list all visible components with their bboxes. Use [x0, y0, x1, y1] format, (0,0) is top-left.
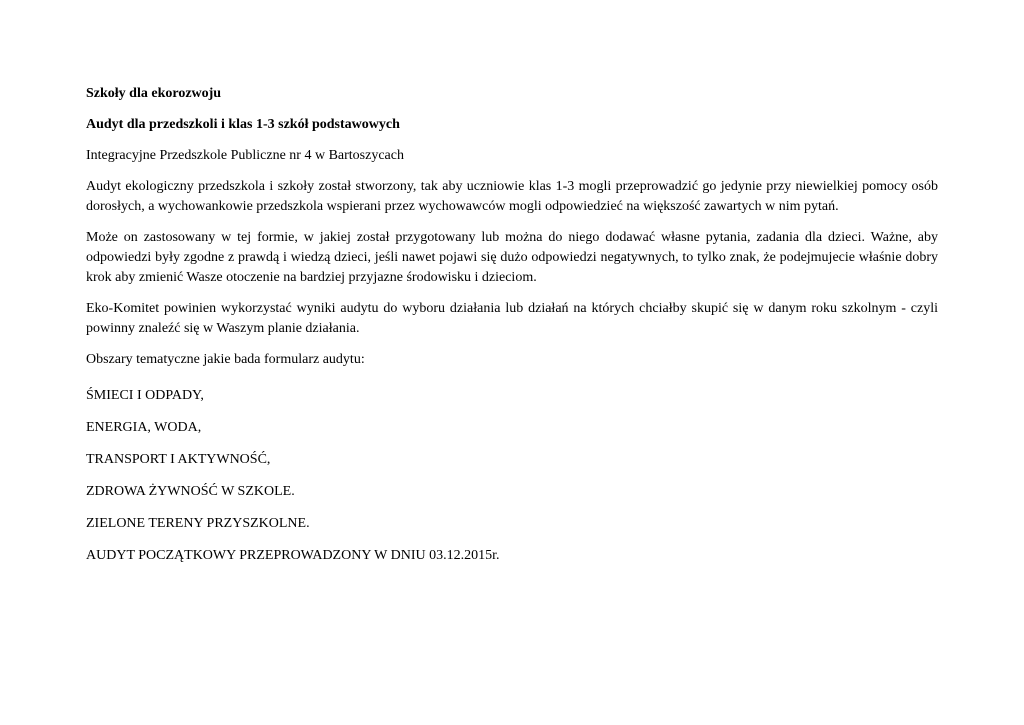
audit-date-note: AUDYT POCZĄTKOWY PRZEPROWADZONY W DNIU 03.12.2015r.: [86, 548, 500, 563]
topic-item: ZDROWA ŻYWNOŚĆ W SZKOLE.: [86, 484, 295, 499]
topic-item: ZIELONE TERENY PRZYSZKOLNE.: [86, 516, 310, 531]
document-title: Szkoły dla ekorozwoju: [86, 86, 222, 101]
document-page: [86, 84, 938, 578]
document-subtitle: Audyt dla przedszkoli i klas 1-3 szkół podstawowych: [86, 117, 400, 132]
topics-list: [86, 386, 938, 566]
paragraph-usage: Może on zastosowany w tej formie, w jakiej został przygotowany lub można do niego dodawać własne pytania, zadania dla dzieci. Ważne, aby odpowiedzi były zgodne z prawdą i wiedzą dzieci, jeśli nawet pojawi się dużo odpowiedzi negatywnych, to tylko znak, że podejmujecie właśnie dobry krok aby zmienić Wasze otoczenie na bardziej przyjazne środowisku i dzieciom.: [86, 230, 938, 285]
paragraph-intro: Audyt ekologiczny przedszkola i szkoły został stworzony, tak aby uczniowie klas 1-3 mogli przeprowadzić go jedynie przy niewielkiej pomocy osób dorosłych, a wychowankowie przedszkola wspierani przez wychowawców mogli odpowiedzieć na większość zawartych w nim pytań.: [86, 179, 938, 214]
topic-item: ENERGIA, WODA,: [86, 420, 202, 435]
topic-item: ŚMIECI I ODPADY,: [86, 388, 204, 403]
school-name: Integracyjne Przedszkole Publiczne nr 4 w Bartoszycach: [86, 148, 404, 163]
topic-item: TRANSPORT I AKTYWNOŚĆ,: [86, 452, 271, 467]
paragraph-eco-committee: Eko-Komitet powinien wykorzystać wyniki audytu do wyboru działania lub działań na których chciałby skupić się w danym roku szkolnym - czyli powinny znaleźć się w Waszym planie działania.: [86, 301, 938, 336]
paragraph-topics-intro: Obszary tematyczne jakie bada formularz audytu:: [86, 352, 365, 367]
